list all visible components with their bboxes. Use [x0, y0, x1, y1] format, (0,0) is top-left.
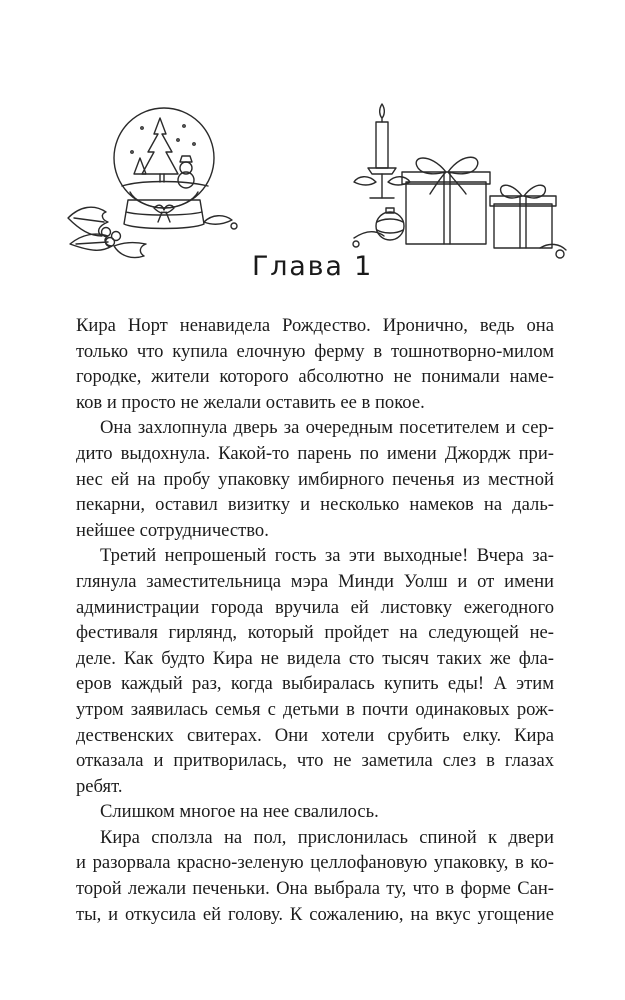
paragraph [76, 799, 554, 825]
text-line: Слишком многое на нее свалилось. [100, 801, 379, 823]
chapter-body [76, 313, 554, 927]
text-line: администрации города вручила ей листовку ежегодного [76, 596, 554, 618]
text-line: ты, и откусила ей голову. К сожалению, на вкус угощение [76, 903, 554, 925]
text-line: пекарни, оставил визитку и несколько намеков на даль- [76, 494, 554, 516]
text-line: дито выдохнула. Какой-то парень по имени Джордж при- [76, 442, 554, 464]
text-line: Кира Норт ненавидела Рождество. Иронично, ведь она [76, 315, 554, 336]
paragraph [76, 825, 554, 927]
text-line: деле. Как будто Кира не видела сто тысяч таких же фла- [76, 647, 554, 669]
text-line: и разорвала красно-зеленую целлофановую упаковку, в ко- [76, 852, 554, 874]
text-line: дественских свитерах. Они хотели срубить елку. Кира [76, 724, 554, 746]
text-line: ков и просто не желали оставить ее в покое. [76, 391, 425, 413]
text-line: Она захлопнула дверь за очередным посетителем и сер- [100, 417, 554, 439]
text-line: Третий непрошеный гость за эти выходные! Вчера за- [100, 545, 554, 567]
text-line: фестиваля гирлянд, который пройдет на следующей не- [76, 622, 554, 644]
text-line: ребят. [76, 775, 123, 797]
gifts-candle-icon [346, 98, 568, 266]
paragraph [76, 313, 554, 415]
paragraph [76, 543, 554, 799]
text-line: нес ей на пробу упаковку имбирного печенья из местной [76, 468, 554, 490]
text-line: Кира сползла на пол, прислонилась спиной к двери [100, 826, 554, 848]
text-line: нейшее сотрудничество. [76, 519, 269, 541]
chapter-title: Глава 1 [251, 251, 374, 282]
text-line: глянула заместительница мэра Минди Уолш и от имени [76, 570, 554, 592]
text-line: торой лежали печеньки. Она выбрала ту, что в форме Сан- [76, 878, 554, 900]
text-line: только что купила елочную ферму в тошнотворно-милом [76, 340, 554, 362]
snow-globe-icon [62, 96, 244, 264]
text-line: отказала и притворилась, что не заметила слез в глазах [76, 750, 554, 772]
paragraph [76, 415, 554, 543]
text-line: еров каждый раз, когда выбиралась купить еды! А этим [76, 673, 554, 695]
text-line: утром заявилась семья с детьми в почти одинаковых рож- [76, 698, 554, 720]
text-line: городке, жители которого абсолютно не понимали наме- [76, 366, 554, 388]
